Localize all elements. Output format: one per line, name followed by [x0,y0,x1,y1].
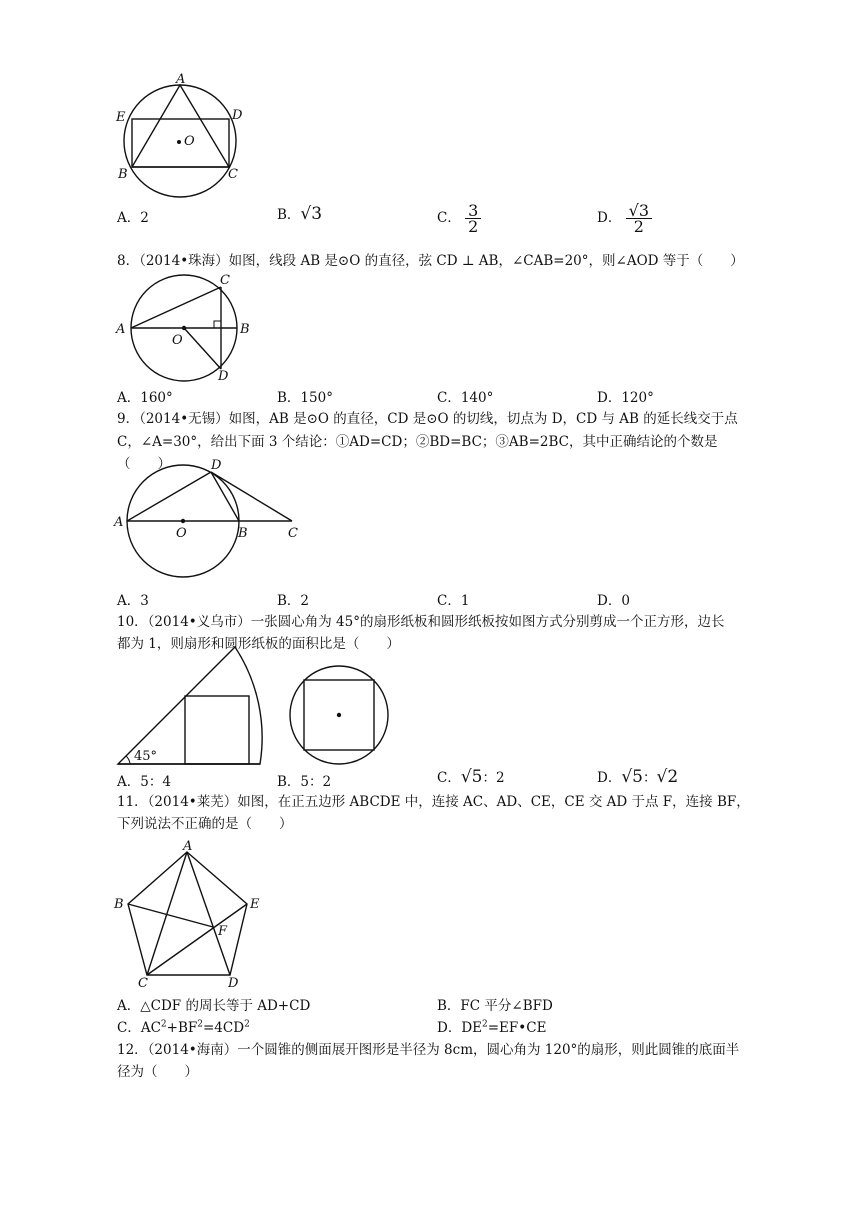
q10-question-line2: 都为 1，则扇形和圆形纸板的面积比是（ ） [117,636,400,652]
q11-label-d: D [228,976,239,991]
q8-option-b: B．150° [277,390,333,406]
q8-figure [112,272,262,384]
q11-label-a: A [183,839,193,854]
q8-center-dot [182,326,186,330]
q9-center-dot [181,519,185,523]
q7-label-b: B [118,167,128,182]
q8-label-o: O [172,333,183,348]
q10-option-b: B．5：2 [277,774,332,790]
q7-label-a: A [176,72,186,87]
q9-question-line2: C，∠A=30°，给出下面 3 个结论：①AD=CD；②BD=BC；③AB=2BC，其中正确结论的个数是（ ） [117,434,718,472]
q11-option-a: A．△CDF 的周长等于 AD+CD [117,998,311,1014]
q8-radius-od [184,328,221,369]
q11-question-line2: 下列说法不正确的是（ ） [117,816,293,832]
q10-circle-figure [284,652,394,762]
q8-option-c: C．140° [437,390,494,406]
q7-label-e: E [116,110,126,125]
q11-question-line1: 11．（2014•莱芜）如图，在正五边形 ABCDE 中，连接 AC、AD、CE，CE 交 AD 于点 F，连接 BF， [117,794,750,810]
q9-option-d: D．0 [597,593,630,609]
q11-option-b: B．FC 平分∠BFD [437,998,553,1014]
q7-figure [112,70,252,200]
q8-right-angle-mark [214,321,221,328]
q11-label-b: B [114,897,124,912]
q10-angle-label: 45° [134,749,158,764]
q7-option-b: B．√3 [277,204,323,224]
q8-label-d: D [218,369,229,384]
q7-label-o: O [184,134,195,149]
q9-figure [112,455,312,585]
q11-label-c: C [138,976,148,991]
q9-tangent-dc [211,472,292,521]
q8-option-d: D．120° [597,390,654,406]
q11-label-f: F [218,924,228,939]
q10-sector-square [185,696,249,764]
q11-figure [112,838,272,991]
q7-label-d: D [232,108,243,123]
q12-question-line1: 12．（2014•海南）一个圆锥的侧面展开图形是半径为 8cm，圆心角为 120°的扇形，则此圆锥的底面半 [117,1042,740,1058]
q10-question-line1: 10．（2014•义乌市）一张圆心角为 45°的扇形纸板和圆形纸板按如图方式分别剪成一个正方形，边长 [117,614,725,630]
q11-line-bf [128,904,213,927]
q9-label-c: C [288,526,298,541]
q9-question-line1: 9．（2014•无锡）如图，AB 是⊙O 的直径，CD 是⊙O 的切线，切点为 D，CD 与 AB 的延长线交于点 [117,411,738,427]
q9-option-b: B．2 [277,593,310,609]
q10-sector [118,647,262,764]
q7-option-a: A．2 [117,210,149,226]
q10-option-a: A．5：4 [117,774,171,790]
q8-option-a: A．160° [117,390,173,406]
q7-label-c: C [228,167,238,182]
q10-option-c: C．√5：2 [437,767,505,787]
q9-label-a: A [114,515,124,530]
q7-option-d: D． $\frac{√3}{2}$ [597,203,652,234]
q10-option-d: D．√5：√2 [597,767,679,787]
q8-label-b: B [240,322,250,337]
q8-label-a: A [116,322,126,337]
q7-option-c: C． $\frac{3}{2}$ [437,203,481,234]
q8-question-text: 8．（2014•珠海）如图，线段 AB 是⊙O 的直径，弦 CD ⊥ AB，∠CAB=20°，则∠AOD 等于（ ） [117,253,744,269]
q11-option-c: C．$AC^2+BF^2=4CD^2$ [117,1019,250,1036]
q11-label-e: E [250,897,260,912]
q9-label-d: D [211,458,222,473]
q9-label-b: B [238,526,248,541]
q10-angle-arc [126,756,130,764]
q8-label-c: C [220,273,230,288]
q7-center-dot [177,140,181,144]
q9-line-ad [127,472,211,521]
q10-sector-figure [112,652,272,767]
q9-label-o: O [176,526,187,541]
q9-line-db [211,472,239,521]
q9-option-a: A．3 [117,593,149,609]
q12-question-line2: 径为（ ） [117,1064,198,1080]
q9-option-c: C．1 [437,593,470,609]
q11-option-d: D．$DE^2=EF•CE$ [437,1019,547,1036]
q10-circle-center-dot [337,713,341,717]
q11-pentagon [128,852,247,975]
